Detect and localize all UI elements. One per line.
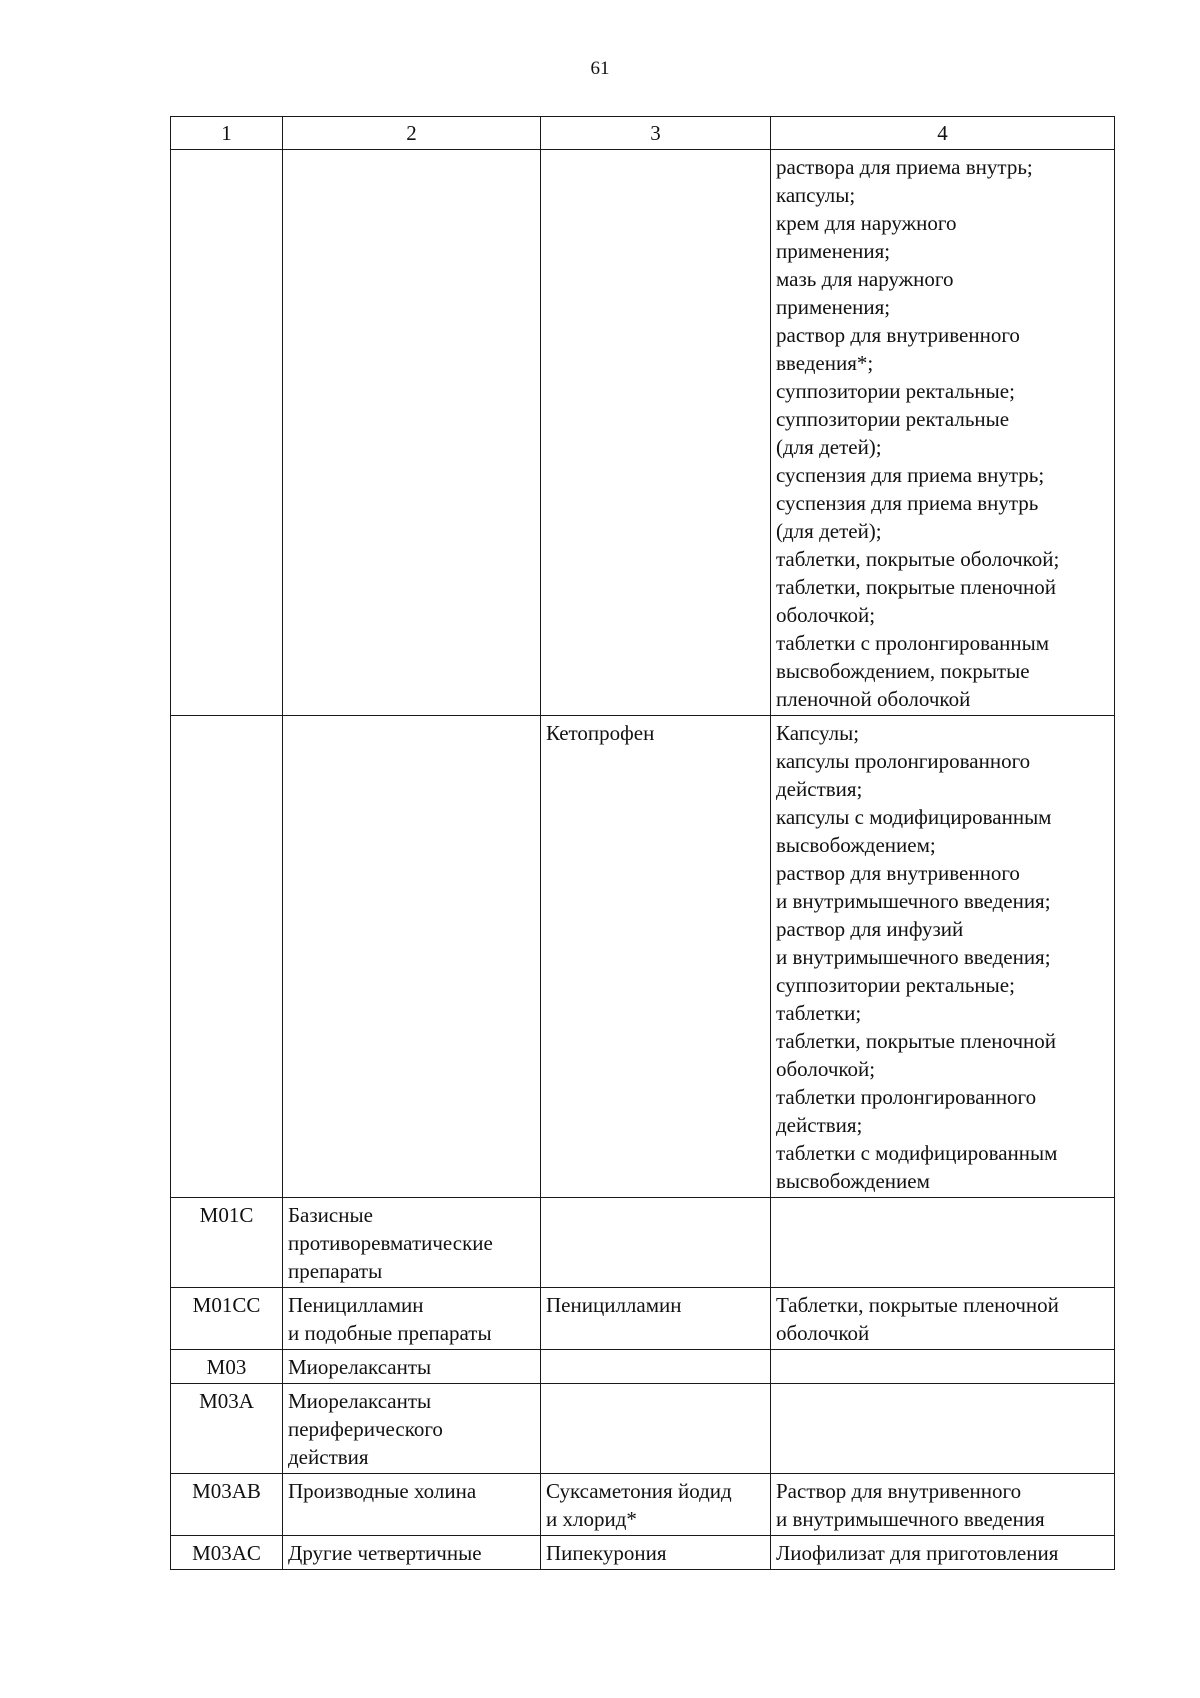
table-row	[171, 1350, 1115, 1384]
table-header-row	[171, 117, 1115, 150]
group-name-cell: Миорелаксанты периферического действия	[283, 1384, 541, 1474]
substance-cell	[541, 150, 771, 716]
column-header-2: 2	[283, 117, 541, 150]
group-name-cell	[283, 716, 541, 1198]
group-name-cell	[283, 150, 541, 716]
dosage-forms-cell: Лиофилизат для приготовления	[771, 1536, 1115, 1570]
atc-code-cell: M03AC	[171, 1536, 283, 1570]
column-header-3: 3	[541, 117, 771, 150]
table-row	[171, 1288, 1115, 1350]
substance-cell	[541, 1384, 771, 1474]
page-number: 61	[590, 58, 610, 79]
atc-code-cell: M01CC	[171, 1288, 283, 1350]
table-row	[171, 1474, 1115, 1536]
substance-cell	[541, 1198, 771, 1288]
substance-cell: Кетопрофен	[541, 716, 771, 1198]
dosage-forms-cell	[771, 1384, 1115, 1474]
atc-code-cell: M01C	[171, 1198, 283, 1288]
dosage-forms-cell	[771, 1198, 1115, 1288]
column-header-1: 1	[171, 117, 283, 150]
dosage-forms-cell	[771, 1350, 1115, 1384]
atc-code-cell	[171, 716, 283, 1198]
group-name-cell: Миорелаксанты	[283, 1350, 541, 1384]
atc-code-cell: M03A	[171, 1384, 283, 1474]
column-header-4: 4	[771, 117, 1115, 150]
atc-code-cell: M03AB	[171, 1474, 283, 1536]
substance-cell	[541, 1350, 771, 1384]
group-name-cell: Базисные противоревматические препараты	[283, 1198, 541, 1288]
group-name-cell: Другие четвертичные	[283, 1536, 541, 1570]
substance-cell: Пипекурония	[541, 1536, 771, 1570]
table-row	[171, 1384, 1115, 1474]
medication-table	[170, 116, 1115, 1570]
atc-code-cell: M03	[171, 1350, 283, 1384]
atc-code-cell	[171, 150, 283, 716]
group-name-cell: Пеницилламин и подобные препараты	[283, 1288, 541, 1350]
dosage-forms-cell: Раствор для внутривенного и внутримышечного введения	[771, 1474, 1115, 1536]
group-name-cell: Производные холина	[283, 1474, 541, 1536]
substance-cell: Суксаметония йодид и хлорид*	[541, 1474, 771, 1536]
table-row	[171, 1536, 1115, 1570]
table-row	[171, 1198, 1115, 1288]
dosage-forms-cell: раствора для приема внутрь; капсулы; крем для наружного применения; мазь для наружного применения; раствор для внутривенного введения*; суппозитории ректальные; суппозитории ректальные (для детей); суспензия для приема внутрь; суспензия для приема внутрь (для детей); таблетки, покрытые оболочкой; таблетки, покрытые пленочной оболочкой; таблетки с пролонгированным высвобождением, покрытые пленочной оболочкой	[771, 150, 1115, 716]
dosage-forms-cell: Таблетки, покрытые пленочной оболочкой	[771, 1288, 1115, 1350]
dosage-forms-cell: Капсулы; капсулы пролонгированного действия; капсулы с модифицированным высвобождением; раствор для внутривенного и внутримышечного введения; раствор для инфузий и внутримышечного введения; суппозитории ректальные; таблетки; таблетки, покрытые пленочной оболочкой; таблетки пролонгированного действия; таблетки с модифицированным высвобождением	[771, 716, 1115, 1198]
substance-cell: Пеницилламин	[541, 1288, 771, 1350]
table-row	[171, 716, 1115, 1198]
table-row	[171, 150, 1115, 716]
